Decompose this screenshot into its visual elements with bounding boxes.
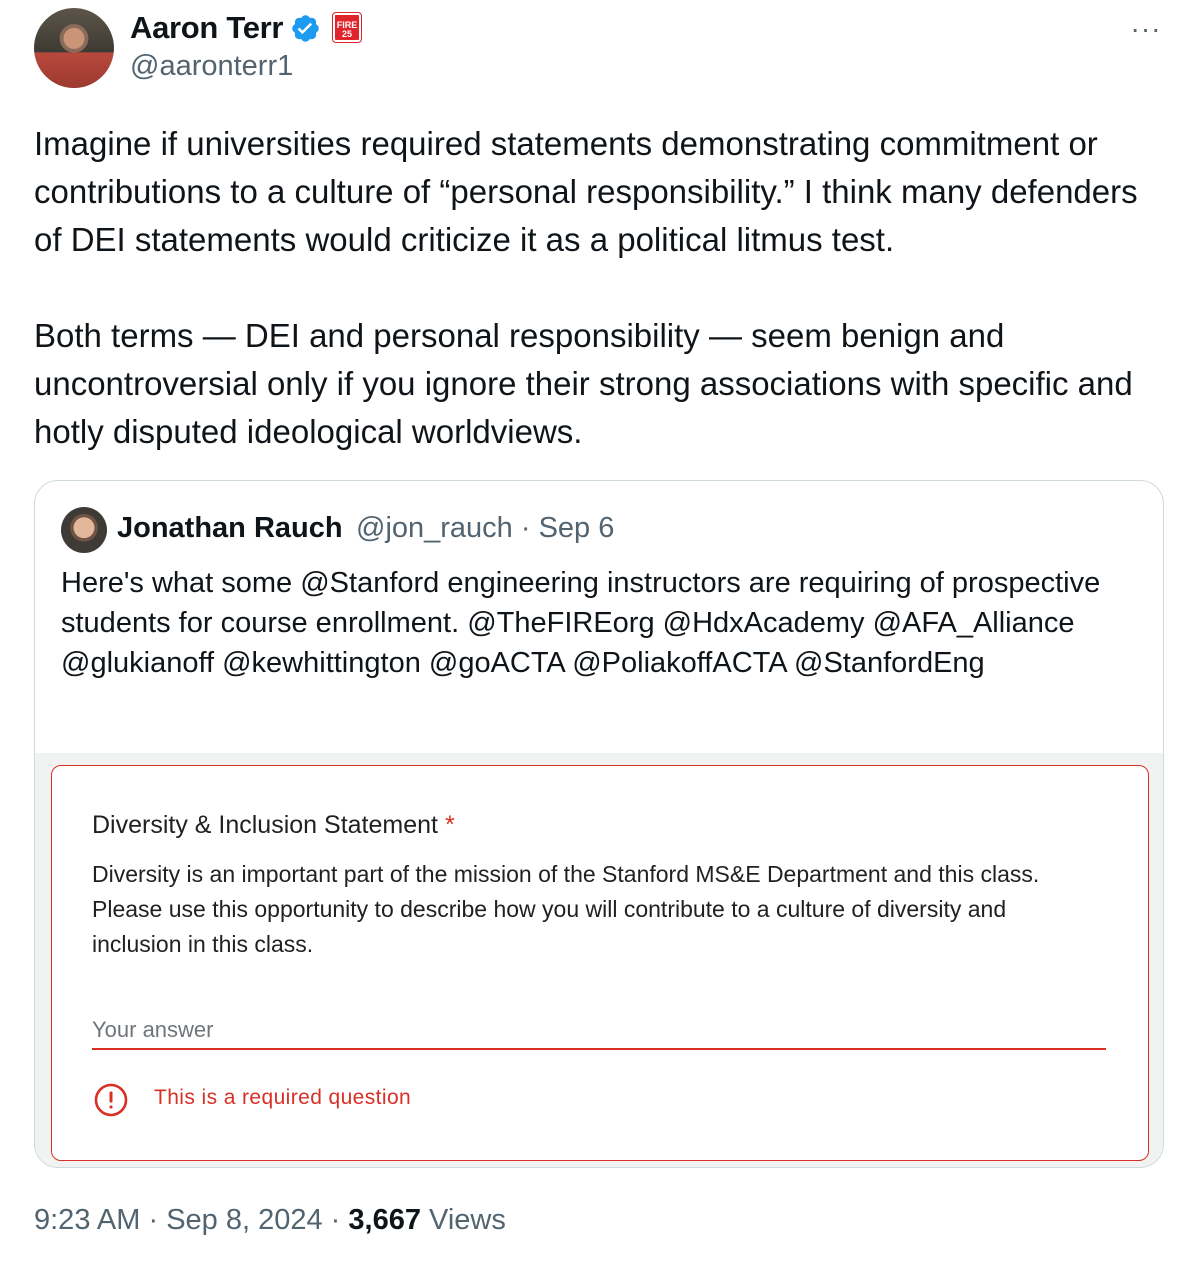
more-options-icon[interactable]: ···	[1130, 13, 1162, 44]
form-question-title-text: Diversity & Inclusion Statement	[92, 811, 438, 839]
views-count: 3,667	[348, 1204, 421, 1236]
tweet-time[interactable]: 9:23 AM	[34, 1204, 141, 1236]
quoted-author-meta: @jon_rauch · Sep 6	[356, 512, 615, 544]
verified-badge-icon	[290, 13, 321, 44]
author-avatar[interactable]	[34, 8, 114, 88]
affiliation-badge[interactable]	[333, 13, 361, 42]
author-handle[interactable]: @aaronterr1	[130, 50, 294, 82]
separator: ·	[322, 1204, 349, 1236]
error-message: This is a required question	[154, 1086, 412, 1109]
tweet-date[interactable]: Sep 8, 2024	[166, 1204, 323, 1236]
form-question-card	[51, 765, 1149, 1161]
quoted-author-avatar	[61, 507, 107, 553]
tweet-text	[34, 120, 1164, 456]
quoted-tweet-text: Here's what some @Stanford engineering instructors are requiring of prospective students for course enrollment. @TheFIREorg @HdxAcademy @AFA_Alliance @glukianoff @kewhittington @goACTA @PoliakoffACTA @StanfordEng	[61, 567, 1101, 679]
author-name[interactable]: Aaron Terr	[130, 10, 284, 45]
required-marker: *	[444, 811, 455, 839]
tweet-paragraph: Both terms — DEI and personal responsibility — seem benign and uncontroversial only if you ignore their strong associations with specific and hotly disputed ideological worldviews.	[34, 317, 1133, 450]
quoted-media-image[interactable]	[35, 753, 1164, 1168]
answer-input	[92, 1012, 1106, 1050]
views-label: Views	[420, 1204, 506, 1236]
tweet-paragraph: Imagine if universities required statements demonstrating commitment or contributions to a culture of “personal responsibility.” I think many defenders of DEI statements would criticize it as a political litmus test.	[34, 125, 1138, 258]
form-question-title	[92, 811, 455, 840]
affiliation-badge-line-2: 25	[341, 29, 352, 39]
error-icon	[94, 1083, 128, 1117]
form-question-description: Diversity is an important part of the mission of the Stanford MS&E Department and this class. Please use this opportunity to describe how you will contribute to a culture of diversity and inclusion in this class.	[92, 861, 1040, 957]
affiliation-badge-line-1: FIRE	[336, 20, 358, 30]
separator: ·	[140, 1204, 167, 1236]
quoted-tweet-card[interactable]	[34, 480, 1164, 1168]
timestamp-row	[34, 1204, 506, 1237]
quoted-author-name: Jonathan Rauch	[117, 512, 343, 544]
